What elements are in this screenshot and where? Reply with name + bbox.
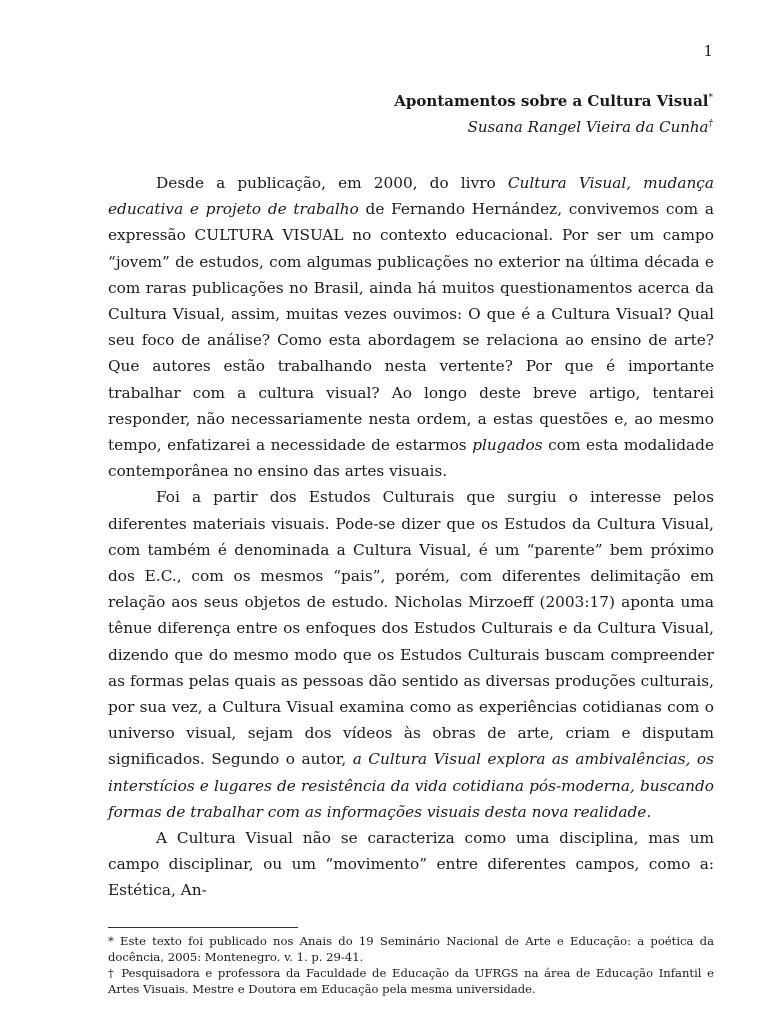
paragraph-2-run: Foi a partir dos Estudos Culturais que surgiu o interesse pelos diferentes materiais visuais. Pode-se dizer que os Estudos da Cultura Visual, com também é denominada a Cultura Visual, é um “parente” bem próximo dos E.C., com os mesmos “pais”, porém, com diferentes delimitação em relação aos seus objetos de estudo. Nicholas Mirzoeff (2003:17) aponta uma tênue diferença entre os enfoques dos Estudos Culturais e da Cultura Visual, dizendo que do mesmo modo que os Estudos Culturais buscam compreender as formas pelas quais as pessoas dão sentido as diversas produções culturais, por sua vez, a Cultura Visual examina como as experiências cotidianas com o universo visual, sejam dos vídeos às obras de arte, criam e disputam significados. Segundo o autor,	[108, 488, 714, 769]
footnotes	[108, 933, 714, 997]
paragraph-1-run: com esta modalidade contemporânea no ensino das artes visuais.	[108, 436, 714, 481]
paragraph-1-run: Desde a publicação, em 2000, do livro	[156, 174, 508, 192]
title-footnote-mark: *	[708, 93, 713, 103]
paragraph-1-run: plugados	[472, 436, 543, 455]
footnote-divider	[108, 927, 298, 928]
body-text	[108, 170, 714, 904]
title-text: Apontamentos sobre a Cultura Visual	[394, 92, 709, 110]
footnote-2	[108, 965, 714, 997]
author-text: Susana Rangel Vieira da Cunha	[467, 118, 709, 136]
footnote-2-mark: †	[108, 966, 116, 980]
author-footnote-mark: †	[708, 119, 713, 129]
footnote-1	[108, 933, 714, 965]
paragraph-1-run: de Fernando Hernández, convivemos com a expressão CULTURA VISUAL no contexto educacional. Por ser um campo “jovem” de estudos, com algumas publicações no exterior na última década e com raras publicações no Brasil, ainda há muitos questionamentos acerca da Cultura Visual, assim, muitas vezes ouvimos: O que é a Cultura Visual? Qual seu foco de análise? Como esta abordagem se relaciona ao ensino de arte? Que autores estão trabalhando nesta vertente? Por que é importante trabalhar com a cultura visual? Ao longo deste breve artigo, tentarei responder, não necessariamente nesta ordem, a estas questões e, ao mesmo tempo, enfatizarei a necessidade de estarmos	[108, 200, 714, 455]
paragraph-2-run: .	[646, 802, 652, 821]
paper-title	[394, 92, 713, 110]
paragraph-3	[108, 825, 714, 904]
paragraph-1-run: Cultura Visual, mudança educativa e projeto de trabalho	[108, 174, 714, 219]
footnote-2-text: Pesquisadora e professora da Faculdade de Educação da UFRGS na área de Educação Infantil e Artes Visuais. Mestre e Doutora em Educação pela mesma universidade.	[108, 966, 714, 996]
paragraph-2	[108, 484, 714, 825]
paragraph-2-run: a Cultura Visual explora as ambivalências, os interstícios e lugares de resistência da vida cotidiana pós-moderna, buscando formas de trabalhar com as informações visuais desta nova realidade	[108, 750, 714, 821]
paragraph-3-run: A Cultura Visual não se caracteriza como uma disciplina, mas um campo disciplinar, ou um “movimento” entre diferentes campos, como a: Estética, An-	[108, 829, 714, 900]
footnote-1-text: Este texto foi publicado nos Anais do 19 Seminário Nacional de Arte e Educação: a poética da docência, 2005: Montenegro. v. 1. p. 29-41.	[108, 934, 714, 964]
footnote-1-mark: *	[108, 934, 114, 948]
paragraph-1	[108, 170, 714, 484]
author-name	[468, 118, 713, 136]
page-number: 1	[703, 42, 713, 60]
